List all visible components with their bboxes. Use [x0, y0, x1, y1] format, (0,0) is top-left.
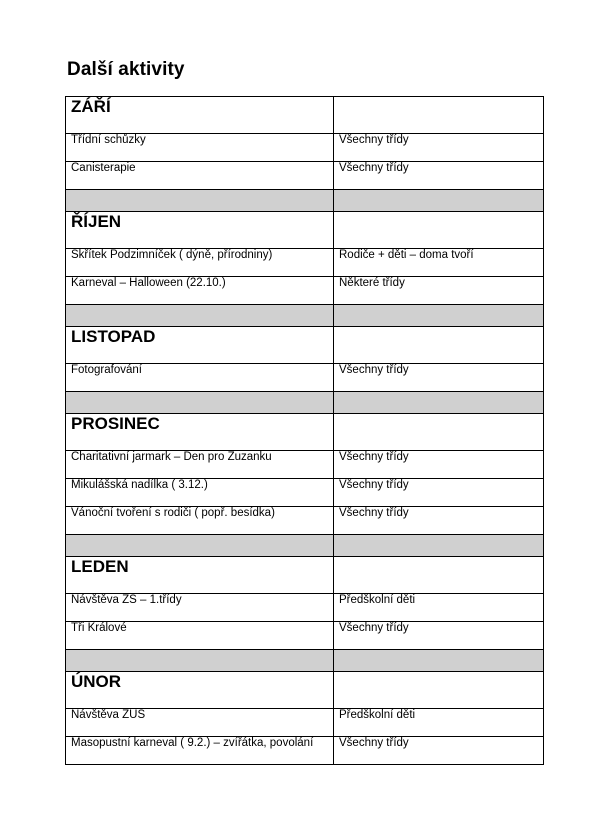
activity-participants: Všechny třídy [334, 507, 544, 535]
activities-table-body [66, 97, 544, 765]
separator-cell [334, 392, 544, 414]
month-empty-cell [334, 212, 544, 249]
month-empty-cell [334, 327, 544, 364]
activity-row [66, 249, 544, 277]
activity-participants: Všechny třídy [334, 451, 544, 479]
month-header-row [66, 212, 544, 249]
activity-participants: Předškolní děti [334, 709, 544, 737]
month-name: ÚNOR [66, 672, 334, 709]
activity-row [66, 479, 544, 507]
activity-row [66, 594, 544, 622]
month-header-row [66, 672, 544, 709]
activity-participants: Všechny třídy [334, 134, 544, 162]
activity-row [66, 162, 544, 190]
separator-cell [66, 392, 334, 414]
separator-cell [66, 650, 334, 672]
activity-row [66, 507, 544, 535]
activity-name: Vánoční tvoření s rodiči ( popř. besídka) [66, 507, 334, 535]
activity-name: Skřítek Podzimníček ( dýně, přírodniny) [66, 249, 334, 277]
page-title: Další aktivity [67, 59, 185, 80]
activity-name: Třídní schůzky [66, 134, 334, 162]
activity-name: Fotografování [66, 364, 334, 392]
separator-cell [66, 535, 334, 557]
separator-cell [334, 535, 544, 557]
activity-participants: Všechny třídy [334, 162, 544, 190]
activity-name: Canisterapie [66, 162, 334, 190]
activity-name: Tři Králové [66, 622, 334, 650]
month-separator-row [66, 305, 544, 327]
activity-row [66, 709, 544, 737]
month-name: PROSINEC [66, 414, 334, 451]
activity-name: Charitativní jarmark – Den pro Zuzanku [66, 451, 334, 479]
month-header-row [66, 327, 544, 364]
separator-cell [334, 305, 544, 327]
month-empty-cell [334, 97, 544, 134]
activities-table [65, 96, 544, 765]
month-empty-cell [334, 414, 544, 451]
activity-participants: Rodiče + děti – doma tvoří [334, 249, 544, 277]
separator-cell [334, 190, 544, 212]
separator-cell [334, 650, 544, 672]
activity-participants: Všechny třídy [334, 479, 544, 507]
separator-cell [66, 305, 334, 327]
activity-participants: Všechny třídy [334, 364, 544, 392]
activity-row [66, 622, 544, 650]
activity-name: Mikulášská nadílka ( 3.12.) [66, 479, 334, 507]
activity-row [66, 277, 544, 305]
month-empty-cell [334, 672, 544, 709]
month-separator-row [66, 190, 544, 212]
activity-participants: Některé třídy [334, 277, 544, 305]
month-separator-row [66, 535, 544, 557]
activity-participants: Všechny třídy [334, 737, 544, 765]
activity-name: Návštěva ZUŠ [66, 709, 334, 737]
activity-name: Návštěva ZŠ – 1.třídy [66, 594, 334, 622]
activity-participants: Všechny třídy [334, 622, 544, 650]
month-name: LISTOPAD [66, 327, 334, 364]
month-header-row [66, 414, 544, 451]
activity-row [66, 737, 544, 765]
month-name: LEDEN [66, 557, 334, 594]
activity-name: Karneval – Halloween (22.10.) [66, 277, 334, 305]
activity-name: Masopustní karneval ( 9.2.) – zvířátka, povolání [66, 737, 334, 765]
activity-row [66, 134, 544, 162]
activity-row [66, 364, 544, 392]
month-header-row [66, 557, 544, 594]
activity-participants: Předškolní děti [334, 594, 544, 622]
month-name: ŘÍJEN [66, 212, 334, 249]
month-header-row [66, 97, 544, 134]
month-separator-row [66, 392, 544, 414]
activity-row [66, 451, 544, 479]
month-empty-cell [334, 557, 544, 594]
separator-cell [66, 190, 334, 212]
month-separator-row [66, 650, 544, 672]
month-name: ZÁŘÍ [66, 97, 334, 134]
